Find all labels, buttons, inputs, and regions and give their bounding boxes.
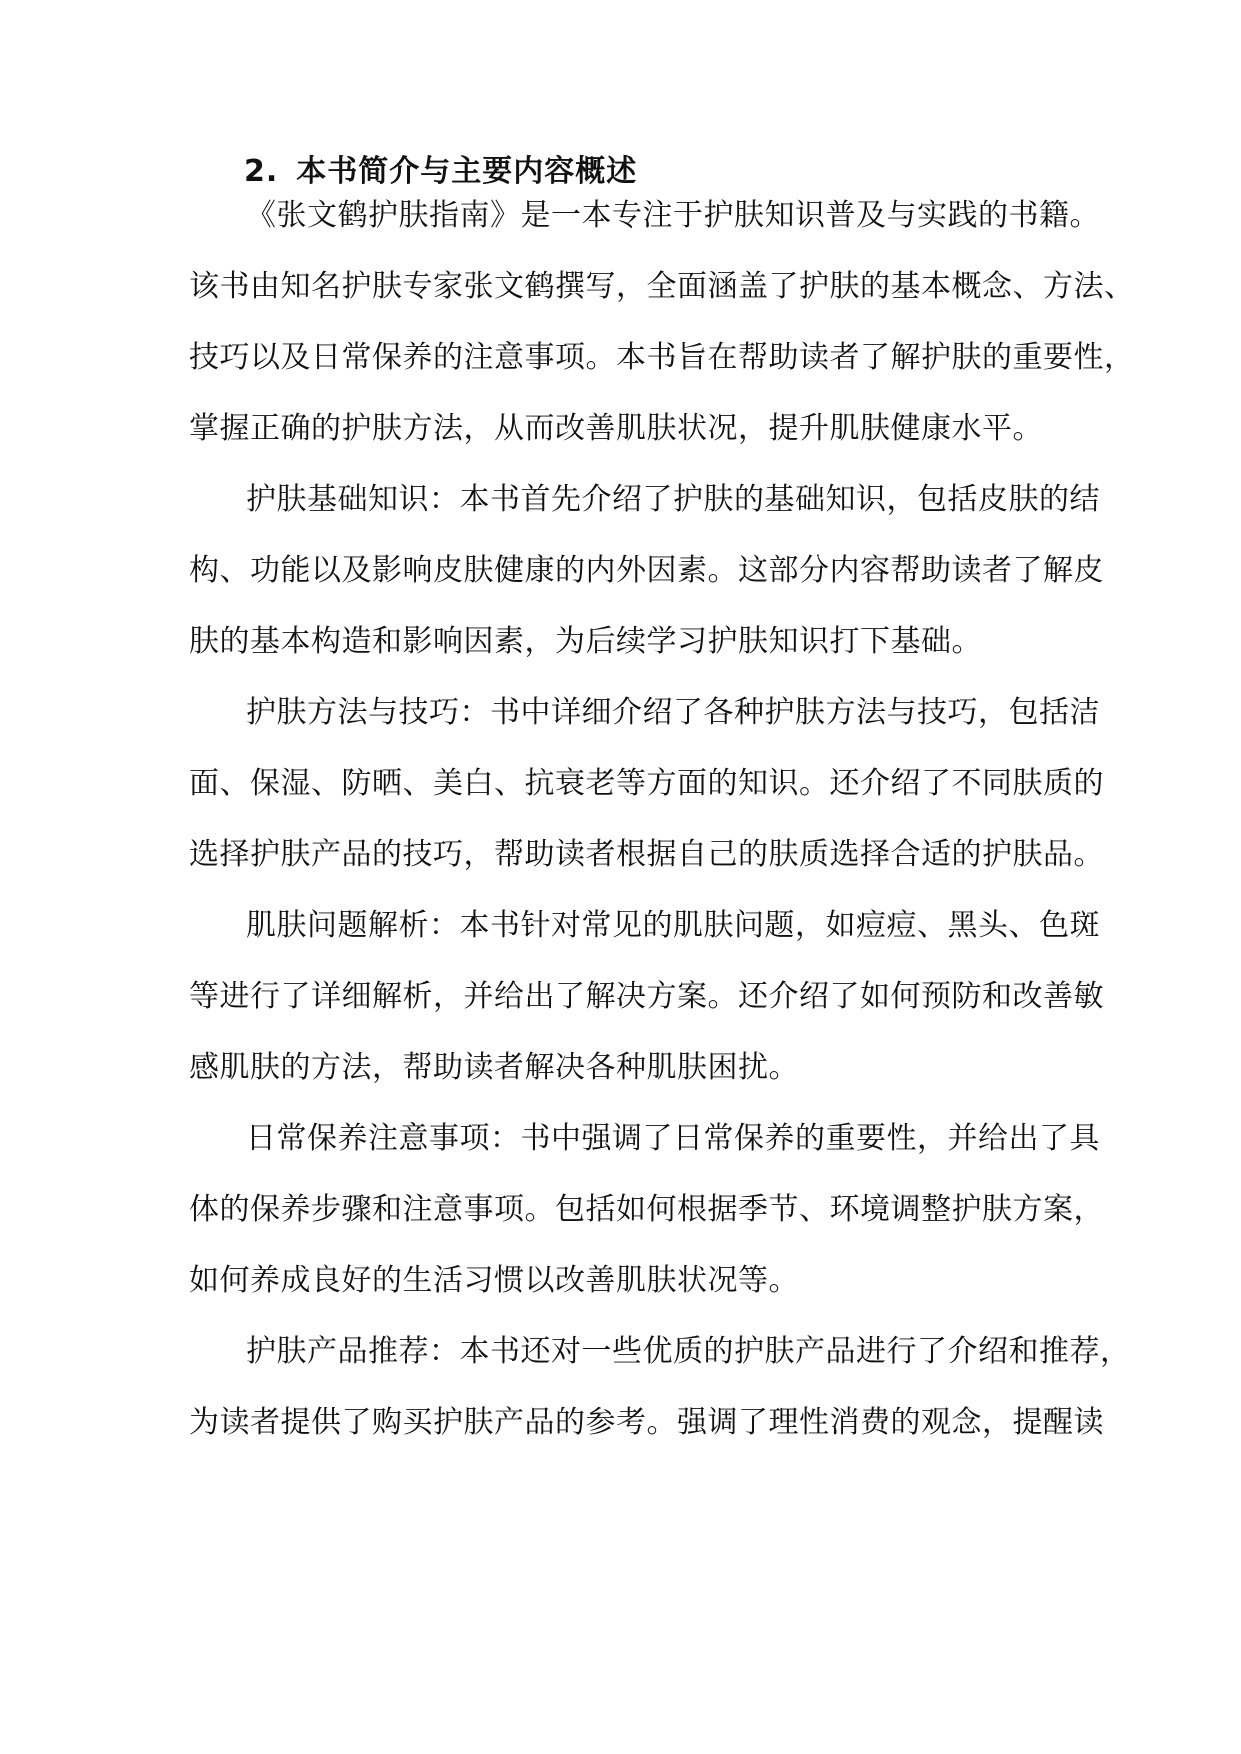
paragraph-line: 面、保湿、防晒、美白、抗衰老等方面的知识。还介绍了不同肤质的 [189,766,1104,801]
paragraph-line: 《张文鹤护肤指南》是一本专注于护肤知识普及与实践的书籍。 [246,198,1100,233]
paragraph-line: 选择护肤产品的技巧，帮助读者根据自己的肤质选择合适的护肤品。 [189,837,1104,872]
paragraph-line: 感肌肤的方法，帮助读者解决各种肌肤困扰。 [189,1050,799,1085]
paragraph-line: 体的保养步骤和注意事项。包括如何根据季节、环境调整护肤方案， [189,1192,1104,1227]
paragraph-line: 构、功能以及影响皮肤健康的内外因素。这部分内容帮助读者了解皮 [189,553,1104,588]
paragraph-line: 肤的基本构造和影响因素，为后续学习护肤知识打下基础。 [189,624,982,659]
paragraph-line: 日常保养注意事项：书中强调了日常保养的重要性，并给出了具 [246,1121,1100,1156]
paragraph-line: 掌握正确的护肤方法，从而改善肌肤状况，提升肌肤健康水平。 [189,411,1043,446]
paragraph-line: 如何养成良好的生活习惯以改善肌肤状况等。 [189,1263,799,1298]
section-number: 2. [244,154,279,189]
paragraph-line: 护肤方法与技巧：书中详细介绍了各种护肤方法与技巧，包括洁 [246,695,1100,730]
section-heading [244,150,637,194]
paragraph-line: 该书由知名护肤专家张文鹤撰写，全面涵盖了护肤的基本概念、方法、 [189,269,1135,304]
section-title: 本书简介与主要内容概述 [296,154,638,189]
paragraph-line: 肌肤问题解析：本书针对常见的肌肤问题，如痘痘、黑头、色斑 [246,908,1100,943]
paragraph-line: 等进行了详细解析，并给出了解决方案。还介绍了如何预防和改善敏 [189,979,1104,1014]
paragraph-line: 技巧以及日常保养的注意事项。本书旨在帮助读者了解护肤的重要性， [189,340,1135,375]
paragraph-line: 护肤基础知识：本书首先介绍了护肤的基础知识，包括皮肤的结 [246,482,1100,517]
paragraph-line: 为读者提供了购买护肤产品的参考。强调了理性消费的观念，提醒读 [189,1405,1104,1440]
paragraph-line: 护肤产品推荐：本书还对一些优质的护肤产品进行了介绍和推荐， [246,1334,1131,1369]
